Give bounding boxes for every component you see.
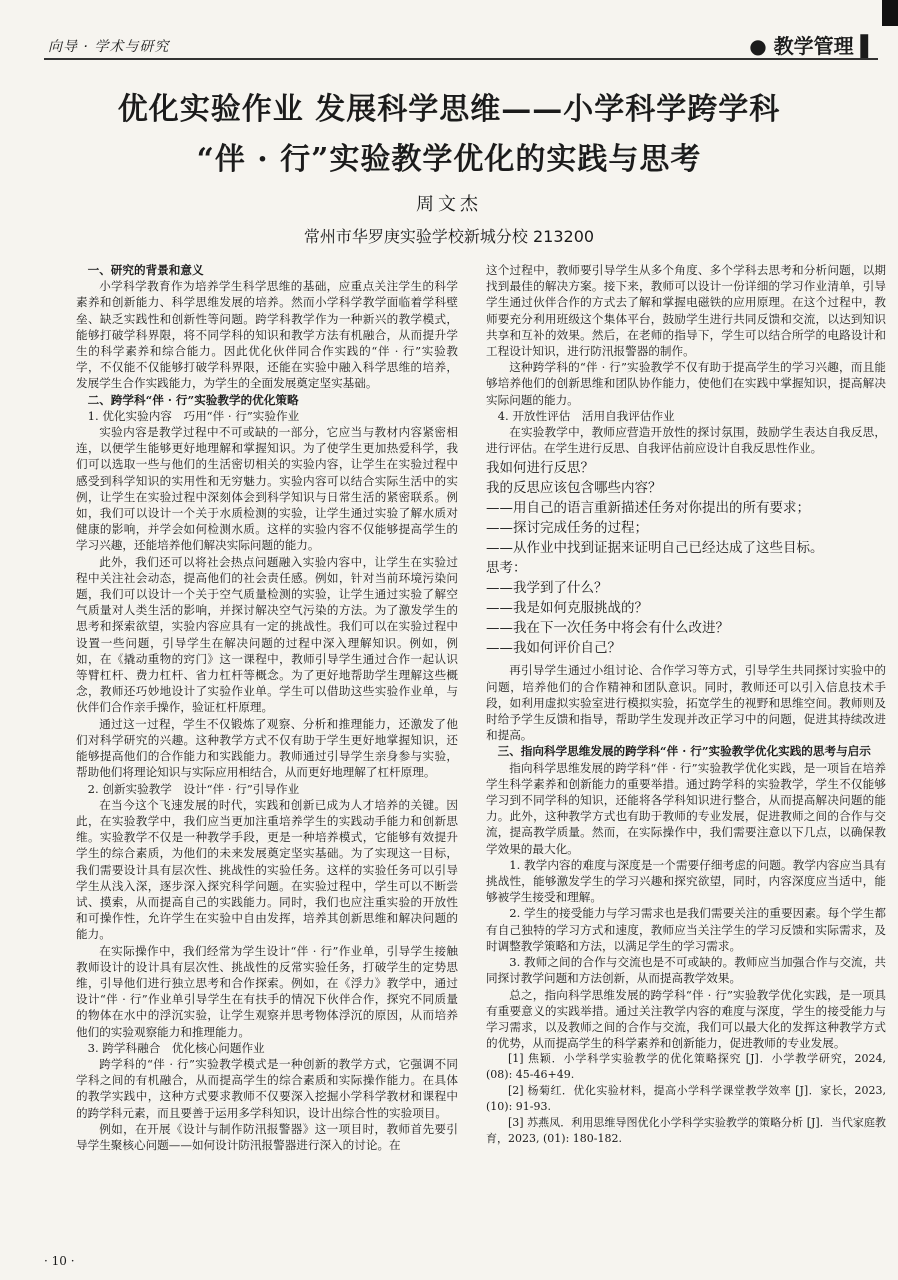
right-column	[486, 262, 886, 1234]
article-title-line-2: “伴 · 行”实验教学优化的实践与思考	[196, 142, 702, 177]
reflection-line: ——用自己的语言重新描述任务对你提出的所有要求；	[486, 500, 810, 517]
reference-entry: [2] 杨菊红．优化实验材料，提高小学科学课堂教学效率 [J]．家长，2023, (10): 91-93.	[486, 1084, 886, 1114]
reflection-line: ——探讨完成任务的过程；	[486, 520, 648, 537]
reflection-line: ——我如何评价自己？	[486, 640, 621, 657]
paragraph: 跨学科的“伴 · 行”实验教学模式是一种创新的教学方式，它强调不同学科之间的有机融合，从而提高学生的综合素质和实际操作能力。在具体的教学实践中，这种方式要求教师不仅要深入挖掘小学科学教材和课程中的跨学科元素，而且要善于运用多学科知识，设计出综合性的实验项目。	[76, 1056, 458, 1120]
paragraph: 实验内容是教学过程中不可或缺的一部分，它应当与教材内容紧密相连，以便学生能够更好地理解和掌握知识。为了使学生更加热爱科学，我们可以选取一些与他们的生活密切相关的实验内容，让学生在实验过程中感受到科学知识的实用性和无穷魅力。实验内容可以结合实际生活中的实例，让学生在实验过程中深刻体会到科学知识与日常生活的紧密联系。例如，我们可以设计一个关于水质检测的实验，让学生通过实验了解水质对健康的影响，并学会如何检测水质。这样的实验内容不仅能够提高学生的学习兴趣，还能培养他们解决实际问题的能力。	[76, 425, 458, 553]
reference-entry: [1] 焦颖．小学科学实验教学的优化策略探究 [J]．小学教学研究，2024, (08): 45-46+49.	[486, 1052, 886, 1082]
section-heading: 一、研究的背景和意义	[87, 263, 204, 277]
subsection-heading: 3. 跨学科融合 优化核心问题作业	[87, 1040, 265, 1055]
paragraph: 通过这一过程，学生不仅锻炼了观察、分析和推理能力，还激发了他们对科学研究的兴趣。这种教学方式不仅有助于学生更好地掌握知识，还能够提高他们的合作能力和实践能力。教师通过引导学生亲身参与实验，帮助他们将理论知识与实际应用相结合，从而更好地理解了杠杆原理。	[76, 716, 458, 780]
paragraph: 2. 学生的接受能力与学习需求也是我们需要关注的重要因素。每个学生都有自己独特的学习方式和速度，教师应当关注学生的学习反馈和实际需求，及时调整教学策略和方法，以满足学生的学习需求。	[486, 906, 886, 953]
subsection-heading: 2. 创新实验教学 设计“伴 · 行”引导作业	[87, 781, 300, 796]
subsection-heading: 4. 开放性评估 活用自我评估作业	[497, 408, 675, 423]
paragraph: 这种跨学科的“伴 · 行”实验教学不仅有助于提高学生的学习兴趣，而且能够培养他们的创新思维和团队协作能力，使他们在实践中掌握知识，提高解决实际问题的能力。	[486, 360, 886, 407]
paragraph: 在实际操作中，我们经常为学生设计“伴 · 行”作业单，引导学生接触教师设计的设计具有层次性、挑战性的反常实验任务，打破学生的定势思维，引导他们进行独立思考和合作探索。例如，在《浮力》教学中，通过设计“伴 · 行”作业单引导学生在有扶手的情况下伙伴合作，探究不同质量的物体在水中的浮沉实验，让学生观察并思考物体浮沉的原因，从而培养他们的实验观察能力和推理能力。	[76, 943, 458, 1039]
left-column	[76, 262, 458, 1220]
paragraph: 这个过程中，教师要引导学生从多个角度、多个学科去思考和分析问题，以期找到最佳的解决方案。接下来，教师可以设计一份详细的学习作业清单，引导学生通过伙伴合作的方式去了解和掌握电磁铁的应用原理。在这个过程中，教师要充分利用班级这个集体平台，鼓励学生进行共同反馈和交流，以达到知识共享和互补的效果。然后，在老师的指导下，学生可以结合所学的电路设计和工程设计知识，进行防汛报警器的制作。	[486, 263, 886, 359]
article-title-line-1: 优化实验作业 发展科学思维——小学科学跨学科	[117, 92, 781, 127]
page-number: · 10 ·	[44, 1254, 75, 1268]
subsection-heading: 1. 优化实验内容 巧用“伴 · 行”实验作业	[87, 408, 300, 423]
paragraph: 在当今这个飞速发展的时代，实践和创新已成为人才培养的关键。因此，在实验教学中，我们应当更加注重培养学生的实践动手能力和创新思维。实验教学不仅是一种教学手段，更是一种培养模式，它能够有效提升学生的综合素质，为他们的未来发展奠定坚实基础。为了实现这一目标，我们需要设计具有层次性、挑战性的实验任务。这样的实验任务可以引导学生从浅入深，逐步深入探究科学问题。在实验过程中，学生可以不断尝试、摸索，从而提高自己的实践能力。同时，我们也应注重实验的开放性和可操作性，允许学生在实验中自由发挥，培养其创新思维和解决问题的能力。	[76, 797, 458, 942]
reflection-line: 我如何进行反思？	[486, 460, 594, 477]
running-header-left: 向导 · 学术与研究	[48, 39, 170, 55]
reflection-line: 思考：	[486, 560, 527, 577]
paragraph: 再引导学生通过小组讨论、合作学习等方式，引导学生共同探讨实验中的问题，培养他们的合作精神和团队意识。同时，教师还可以引入信息技术手段，如利用虚拟实验室进行模拟实验，拓宽学生的视野和思维空间。教师则及时给予学生反馈和指导，帮助学生发现并改正学习中的问题，促进其持续改进和提高。	[486, 663, 886, 743]
paragraph: 此外，我们还可以将社会热点问题融入实验内容中，让学生在实验过程中关注社会动态，提高他们的社会责任感。例如，针对当前环境污染问题，我们可以设计一个关于空气质量检测的实验，让学生通过实验了解空气质量对人类生活的影响，并探讨解决空气污染的方法。为了激发学生的思考和探索欲望，实验内容应具有一定的挑战性。我们可以在实验过程中设置一些问题，引导学生在解决问题的过程中深入理解知识。例如，例如，在《撬动重物的窍门》这一课程中，教师引导学生通过合作一起认识等臂杠杆、费力杠杆、省力杠杆等概念。为了更好地帮助学生理解这些概念，教师还巧妙地设计了实验作业单。学生可以借助这些实验作业单，与伙伴们合作亲手操作，验证杠杆原理。	[76, 554, 458, 715]
scan-edge-mark	[882, 0, 898, 26]
reflection-line: ——我在下一次任务中将会有什么改进？	[486, 620, 729, 637]
paragraph: 在实验教学中，教师应营造开放性的探讨氛围，鼓励学生表达自我反思，进行评估。在学生进行反思、自我评估前应设计自我反思性作业。	[486, 425, 886, 456]
running-header-section: ● 教学管理 ▌	[749, 34, 876, 58]
section-heading: 二、跨学科“伴 · 行”实验教学的优化策略	[87, 392, 299, 407]
handwritten-reflection-list	[486, 458, 886, 658]
paragraph: 指向科学思维发展的跨学科“伴 · 行”实验教学优化实践，是一项旨在培养学生科学素养和创新能力的重要举措。通过跨学科的实验教学，学生不仅能够学习到不同学科的知识，还能将各学科知识进行整合，从而提高解决问题的能力。此外，这种教学方式也有助于教师的专业发展，促进教师之间的合作与交流，提高教学质量。然而，在实际操作中，我们需要注意以下几点，以确保教学效果的最大化。	[486, 760, 886, 856]
reflection-line: 我的反思应该包含哪些内容？	[486, 480, 662, 497]
author-affiliation: 常州市华罗庚实验学校新城分校 213200	[303, 227, 595, 246]
author-name: 周文杰	[416, 194, 482, 215]
paragraph: 例如，在开展《设计与制作防汛报警器》这一项目时，教师首先要引导学生聚核心问题——如何设计防汛报警器进行深入的讨论。在	[76, 1121, 458, 1152]
paragraph: 3. 教师之间的合作与交流也是不可或缺的。教师应当加强合作与交流，共同探讨教学问题和方法创新，从而提高教学效果。	[486, 955, 886, 986]
paragraph: 小学科学教育作为培养学生科学思维的基础，应重点关注学生的科学素养和创新能力、科学思维发展的培养。然而小学科学教学面临着学科壁垒、缺乏实践性和创新性等问题。跨学科教学作为一种新兴的教学模式，能够打破学科界限，将不同学科的知识和教学方法有机融合，从而提升学生的科学素养和综合能力。因此优化伙伴同合作实践的“伴 · 行”实验教学，不仅能不仅能够打破学科界限，还能在实验中融入科学思维的培养，发展学生合作实践能力，为学生的全面发展奠定坚实基础。	[76, 279, 458, 391]
reflection-line: ——从作业中找到证据来证明自己已经达成了这些目标。	[486, 540, 824, 557]
header-divider	[44, 58, 878, 60]
reference-entry: [3] 苏燕凤．利用思维导图优化小学科学实验教学的策略分析 [J]．当代家庭教育，2023, (01): 180-182.	[486, 1116, 886, 1146]
reflection-line: ——我学到了什么？	[486, 580, 608, 597]
paragraph: 总之，指向科学思维发展的跨学科“伴 · 行”实验教学优化实践，是一项具有重要意义的实践举措。通过关注教学内容的难度与深度，学生的接受能力与学习需求，以及教师之间的合作与交流，我们可以最大化的发挥这种教学方式的优势，从而提高学生的科学素养和创新能力，促进教师的专业发展。	[486, 987, 886, 1051]
section-heading: 三、指向科学思维发展的跨学科“伴 · 行”实验教学优化实践的思考与启示	[497, 744, 871, 759]
paragraph: 1. 教学内容的难度与深度是一个需要仔细考虑的问题。教学内容应当具有挑战性，能够激发学生的学习兴趣和探究欲望，同时，内容深度应当适中，能够被学生接受和理解。	[486, 857, 886, 905]
reflection-line: ——我是如何克服挑战的？	[486, 600, 648, 617]
